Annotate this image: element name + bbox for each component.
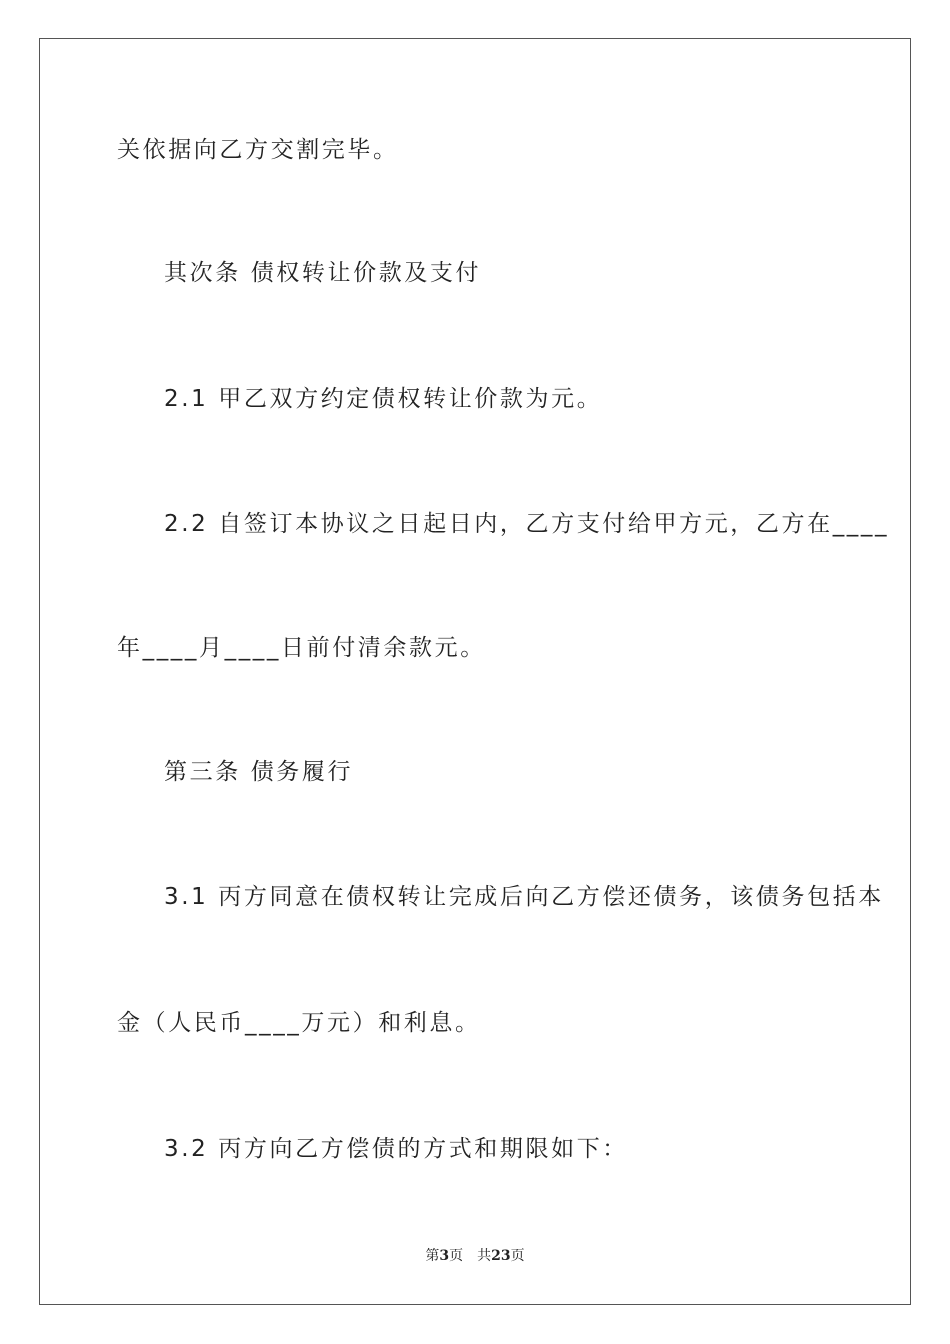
clause-2-2-continued: 年____月____日前付清余款元。 (117, 635, 486, 661)
clause-2-2: 2.2 自签订本协议之日起日内，乙方支付给甲方元，乙方在____ (164, 511, 890, 537)
clause-3-1: 3.1 丙方同意在债权转让完成后向乙方偿还债务，该债务包括本 (164, 884, 884, 910)
footer-page-number: 3 (439, 1248, 450, 1264)
section-heading-3: 第三条 债务履行 (164, 759, 354, 785)
clause-3-1-continued: 金（人民币____万元）和利息。 (117, 1010, 481, 1036)
paragraph-line-1: 关依据向乙方交割完毕。 (117, 137, 399, 163)
footer-total-prefix: 共 (477, 1248, 492, 1264)
section-heading-2: 其次条 债权转让价款及支付 (164, 260, 482, 286)
page-footer (0, 1247, 950, 1265)
footer-total-suffix: 页 (510, 1248, 525, 1264)
footer-page-suffix: 页 (449, 1248, 464, 1264)
clause-2-1: 2.1 甲乙双方约定债权转让价款为元。 (164, 386, 603, 412)
footer-page-prefix: 第 (425, 1248, 440, 1264)
footer-total-pages: 23 (491, 1248, 511, 1264)
page-border (39, 38, 911, 1305)
clause-3-2: 3.2 丙方向乙方偿债的方式和期限如下： (164, 1136, 628, 1162)
